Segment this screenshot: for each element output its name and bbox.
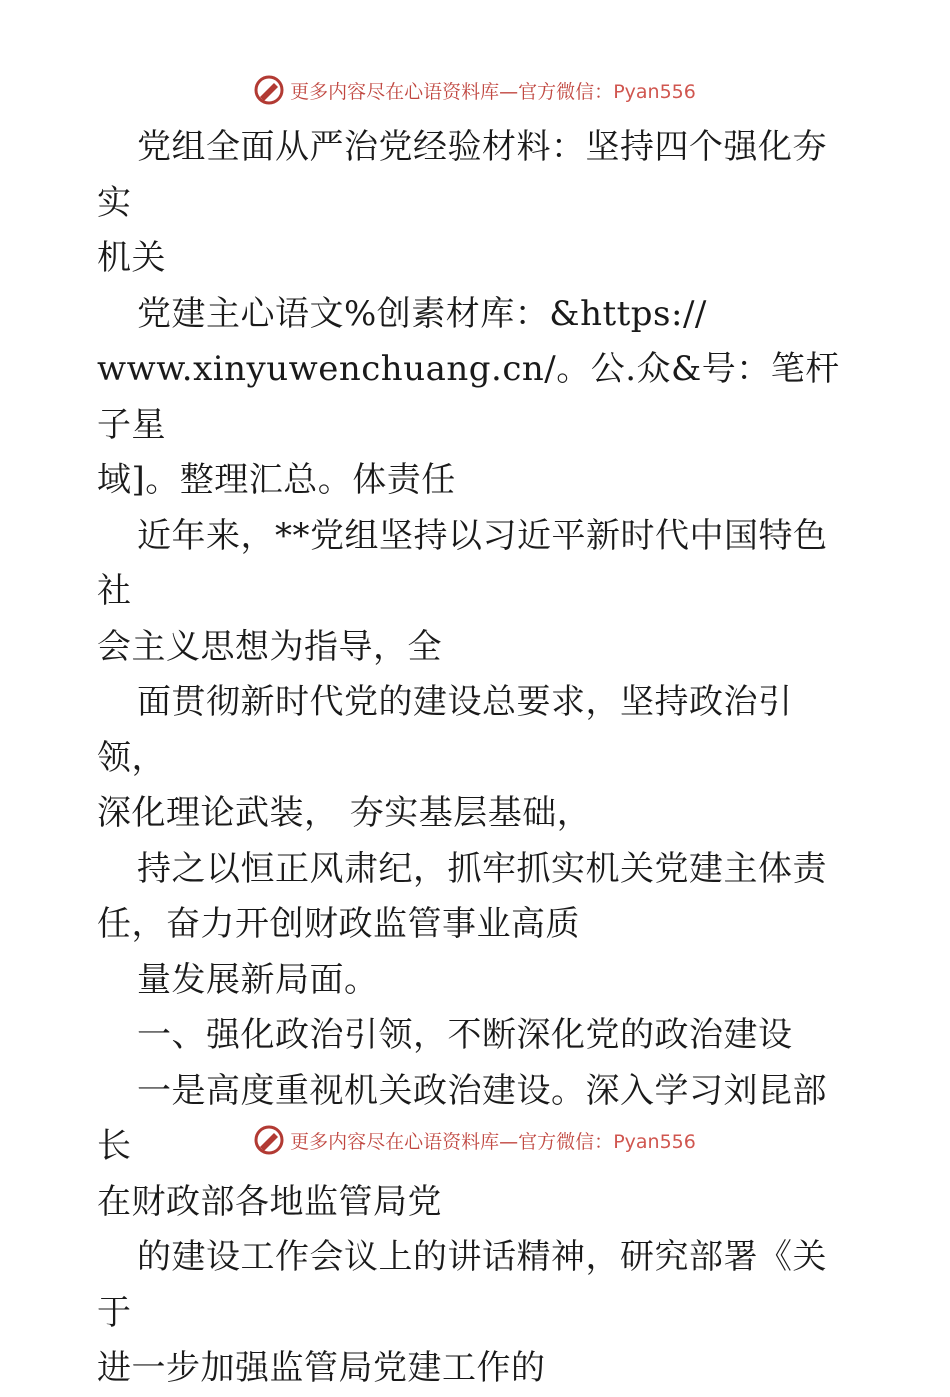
paragraph-line: 党建主心语文%创素材库：&https:// [137,293,707,334]
paragraph-line: 任，奋力开创财政监管事业高质 [97,904,580,944]
document-title-line: 党组全面从严治党经验材料：坚持四个强化夯实 [97,127,827,223]
pen-seal-logo-icon [254,75,284,105]
header-wechat-id: Pyan556 [613,80,696,103]
section-heading: 一、强化政治引领，不断深化党的政治建设 [137,1015,793,1055]
paragraph-line: 近年来，**党组坚持以习近平新时代中国特色社 [97,515,828,611]
header-wechat-label: 官方微信： [518,80,614,103]
paragraph-line: 一是高度重视机关政治建设。深入学习刘昆部长 [97,1070,827,1166]
paragraph-line: 进一步加强监管局党建工作的 [97,1348,546,1388]
paragraph-line: www.xinyuwenchuang.cn/。公.众&号：笔杆子星 [97,349,840,445]
pen-seal-logo-icon [254,1125,284,1155]
paragraph-line: 会主义思想为指导，全 [97,626,442,667]
header-separator: — [499,80,519,103]
paragraph-line: 在财政部各地监管局党 [97,1181,442,1222]
header-site-name: 更多内容尽在心语资料库 [290,80,500,103]
footer-site-name: 更多内容尽在心语资料库 [290,1130,500,1153]
paragraph-line: 持之以恒正风肃纪，抓牢抓实机关党建主体责 [137,848,827,889]
paragraph-line: 深化理论武装， 夯实基层基础， [97,793,592,833]
paragraph-line: 的建设工作会议上的讲话精神，研究部署《关于 [97,1237,827,1333]
footer-separator: — [499,1130,519,1153]
paragraph-line: 量发展新局面。 [137,959,379,1000]
paragraph-line: 域]。整理汇总。体责任 [97,460,456,500]
document-body [97,120,857,1397]
footer-wechat-label: 官方微信： [518,1130,614,1153]
footer-wechat-id: Pyan556 [613,1130,696,1153]
header-banner [0,70,950,110]
footer-banner-text [290,1127,696,1154]
header-banner-text [290,77,696,104]
footer-banner [0,1120,950,1160]
document-title-line: 机关 [97,238,166,278]
paragraph-line: 面贯彻新时代党的建设总要求，坚持政治引领， [97,682,793,778]
